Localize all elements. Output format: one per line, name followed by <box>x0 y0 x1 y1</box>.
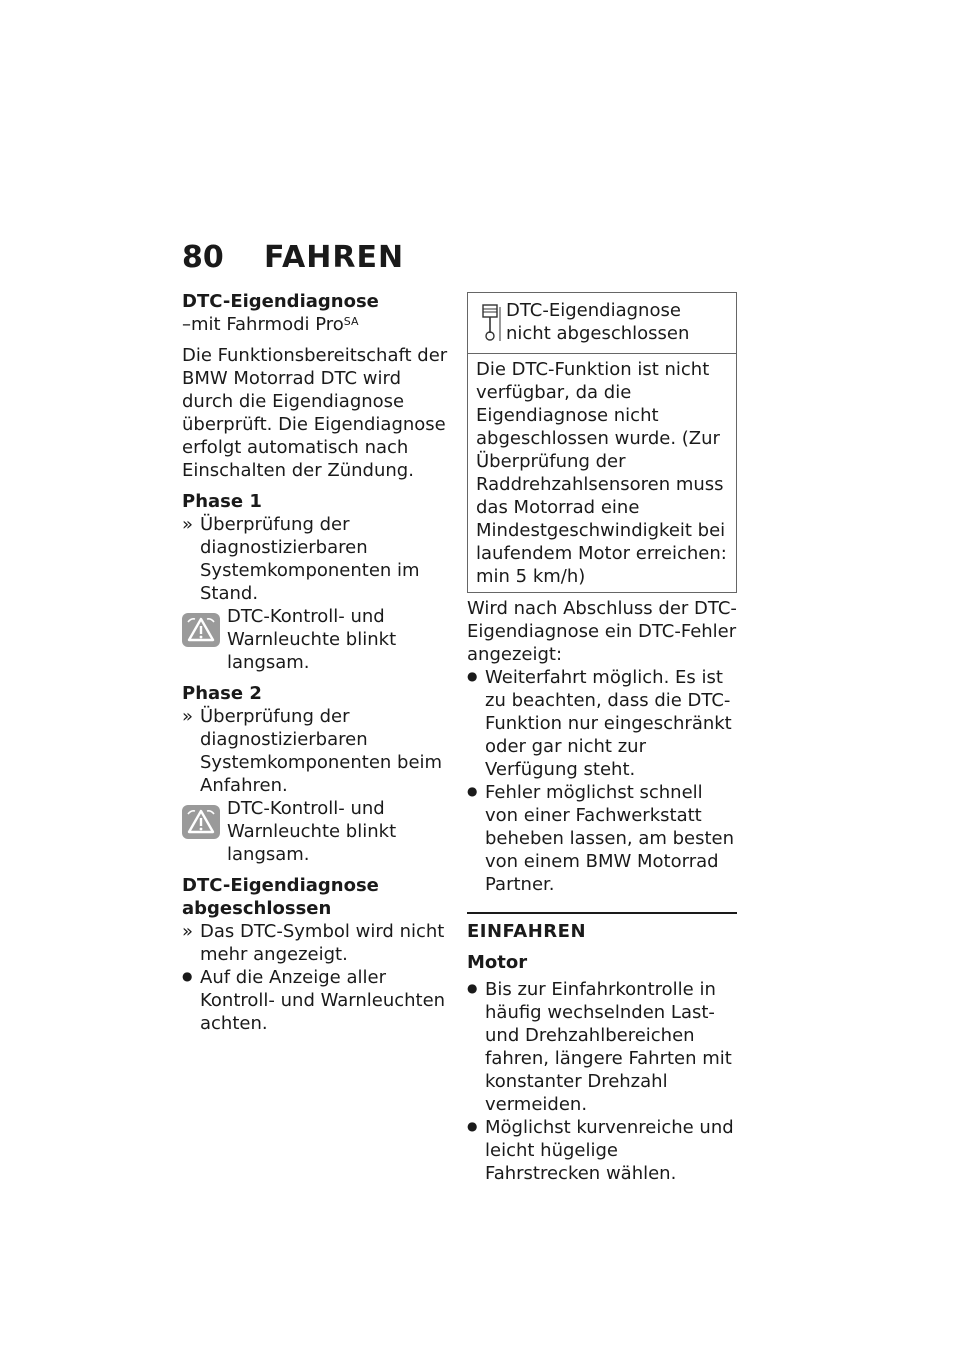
diagnosis-done-title <box>182 874 454 920</box>
note-header <box>468 293 736 354</box>
fault-intro: Wird nach Abschluss der DTC-Eigendiagnose ein DTC-Fehler angezeigt: <box>467 598 737 665</box>
note-title: DTC-Eigendiagnose nicht abgeschlossen <box>506 300 690 344</box>
ride-mode-text: –mit Fahrmodi Pro <box>182 314 344 335</box>
right-column <box>467 292 737 1185</box>
motor-bullet: ● Bis zur Einfahrkontrolle in häufig wechselnden Last- und Drehzahlbereichen fahren, längere Fahrten mit konstanter Drehzahl vermeiden. <box>467 978 737 1116</box>
page-number: 80 <box>182 240 224 275</box>
diagnosis-done-step: » Das DTC-Symbol wird nicht mehr angezeigt. <box>182 920 454 966</box>
diagnosis-done-title-line1: DTC-Eigendiagnose <box>182 875 379 896</box>
piston-note-icon <box>480 303 502 343</box>
left-column <box>182 290 454 1035</box>
fault-bullet: ● Weiterfahrt möglich. Es ist zu beachten, dass die DTC-Funktion nur eingeschränkt oder gar nicht zur Verfügung steht. <box>467 666 737 781</box>
section-divider <box>467 912 737 914</box>
special-equipment-mark: SA <box>343 315 359 328</box>
diagnosis-done-bullet: ● Auf die Anzeige aller Kontroll- und Warnleuchten achten. <box>182 966 454 1035</box>
motor-bullet: ● Möglichst kurvenreiche und leicht hügelige Fahrstrecken wählen. <box>467 1116 737 1185</box>
phase1-step: » Überprüfung der diagnostizierbaren Systemkomponenten im Stand. <box>182 513 454 605</box>
phase2-warning-text: DTC-Kontroll- und Warnleuchte blinkt langsam. <box>227 798 397 865</box>
phase2-step: » Überprüfung der diagnostizierbaren Systemkomponenten beim Anfahren. <box>182 705 454 797</box>
running-in-title: EINFAHREN <box>467 921 587 942</box>
fault-bullet: ● Fehler möglichst schnell von einer Fachwerkstatt beheben lassen, am besten von einem BMW Motorrad Partner. <box>467 781 737 896</box>
motor-title: Motor <box>467 952 528 973</box>
ride-mode-subtitle <box>182 313 454 336</box>
dtc-self-diagnosis-title: DTC-Eigendiagnose <box>182 291 379 312</box>
note-box <box>467 292 737 593</box>
page-section-title: FAHREN <box>264 240 405 275</box>
note-body: Die DTC-Funktion ist nicht verfügbar, da die Eigendiagnose nicht abgeschlossen wurde. (Zur Überprüfung der Raddrehzahlsensoren muss das Motorrad eine Mindestgeschwindigkeit bei laufendem Motor erreichen: min 5 km/h) <box>476 359 727 587</box>
dtc-warning-icon <box>182 613 220 647</box>
diagnosis-done-title-line2: abgeschlossen <box>182 898 332 919</box>
phase1-warning <box>182 605 454 674</box>
phase1-warning-text: DTC-Kontroll- und Warnleuchte blinkt langsam. <box>227 606 397 673</box>
dtc-warning-icon <box>182 805 220 839</box>
intro-paragraph: Die Funktionsbereitschaft der BMW Motorrad DTC wird durch die Eigendiagnose überprüft. Die Eigendiagnose erfolgt automatisch nach Einschalten der Zündung. <box>182 345 448 481</box>
phase2-title: Phase 2 <box>182 683 262 704</box>
phase2-warning <box>182 797 454 866</box>
phase1-title: Phase 1 <box>182 491 262 512</box>
